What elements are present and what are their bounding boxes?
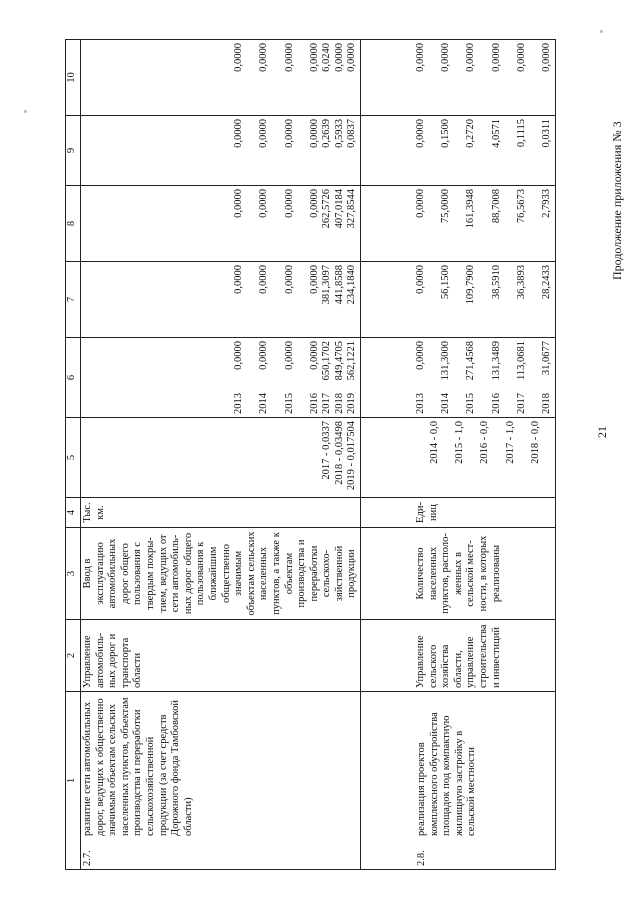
indicator-cell: Количество населенных пунктов, располо-женных в сельской мест-ности, в которых реализованы [361,528,556,620]
row-name: развитие сети автомобильных дорог, ведущих к общественно значимым объектам сельских населенных пунктов, объектам производства и переработки сельскохозяйственной продукции (за счет средств Дорожного фонда Тамбовской области) [82,697,194,836]
year-values-cell [81,338,361,418]
row-name-cell [361,692,556,870]
executor-cell: Управление сельского хозяйства области, управление строительства и инвестиций [361,620,556,692]
column-number-row [66,40,81,870]
column-header: 3 [66,528,81,620]
rotated-content [65,40,624,870]
col7-cell: 0,0000 0,0000 0,0000 0,0000 381,3097 441,8588 234,1840 [81,262,361,338]
scan-speck [600,30,603,33]
years-list: 2013 2014 2015 2016 2017 2018 2019 [233,393,358,414]
column-header: 5 [66,418,81,498]
total-values: 0,0000 131,3000 271,4568 131,3489 113,0681 31,0677 [415,341,552,381]
executor-cell: Управление автомобиль-ных дорог и транспорта области [81,620,361,692]
appendix-continuation-title: Продолжение приложения № 3 [610,121,624,280]
column-header: 4 [66,498,81,528]
years-list: 2013 2014 2015 2016 2017 2018 [415,393,552,414]
table-row [81,40,361,870]
column-header: 8 [66,186,81,262]
target-values-cell: 2014 - 0,0 2015 - 1,0 2016 - 0,0 2017 - 1,0 2018 - 0,0 [361,418,556,498]
col9-cell: 0,0000 0,0000 0,0000 0,0000 0,2639 0,5933 0,0837 [81,116,361,186]
row-index: 2.8. [416,850,428,866]
scan-speck [24,110,27,113]
col8-cell: 0,0000 75,0000 161,3948 88,7008 76,5673 2,7933 [361,186,556,262]
column-header: 10 [66,40,81,116]
col8-cell: 0,0000 0,0000 0,0000 0,0000 262,5726 407,0184 327,8544 [81,186,361,262]
unit-cell: Тыс. км. [81,498,361,528]
col10-cell: 0,0000 0,0000 0,0000 0,0000 0,0000 0,0000 [361,40,556,116]
column-header: 9 [66,116,81,186]
unit-cell: Еди-ниц [361,498,556,528]
column-header: 1 [66,692,81,870]
col7-cell: 0,0000 56,1500 109,7900 38,5910 36,3893 28,2433 [361,262,556,338]
indicator-cell: Ввод в эксплуатацию автомобильных дорог общего пользования с твердым покры-тием, ведущих от сети автомобиль-ных дорог общего пользования к ближайшим общественно значимым объектам сельских населенных пунктов, а также к объектам производства и переработки сельскохо-зяйственной продукции [81,528,361,620]
total-values: 0,0000 0,0000 0,0000 0,0000 650,1702 849,4705 562,1221 [233,341,358,381]
table-row [361,40,556,870]
column-header: 2 [66,620,81,692]
page-number: 21 [595,426,609,438]
target-values-cell: 2017 - 0,0337 2018 - 0,03498 2019 - 0,017504 [81,418,361,498]
col9-cell: 0,0000 0,1500 0,2720 4,0571 0,1115 0,0311 [361,116,556,186]
row-index: 2.7. [82,850,93,866]
col10-cell: 0,0000 0,0000 0,0000 0,0000 6,0240 0,0000 0,0000 [81,40,361,116]
appendix-table [65,39,556,870]
column-header: 6 [66,338,81,418]
row-name-cell [81,692,361,870]
row-name: реализация проектов комплексного обустройства площадок под компактную жилищную застройку в сельской местности [416,712,478,836]
year-values-cell [361,338,556,418]
column-header: 7 [66,262,81,338]
